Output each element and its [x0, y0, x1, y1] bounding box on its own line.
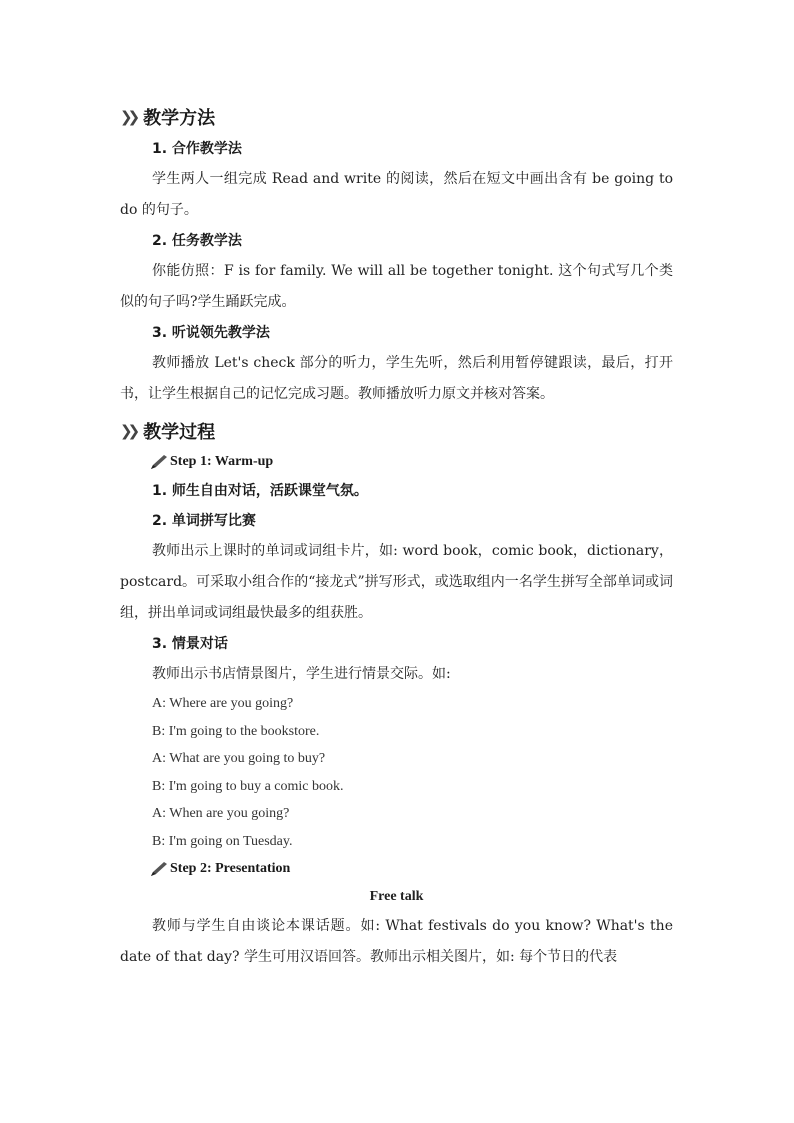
step-2-heading: [120, 855, 673, 883]
method-2-title: 2. 任务教学法: [152, 233, 242, 249]
dialogue: [120, 690, 673, 855]
step-label: Step 2: Presentation: [170, 861, 291, 876]
pen-icon: [150, 454, 168, 470]
method-1-title: 1. 合作教学法: [152, 141, 242, 157]
step1-item-2-title: 2. 单词拼写比赛: [152, 513, 256, 529]
step2-subtitle: Free talk: [369, 889, 424, 904]
dialogue-line: B: I'm going to buy a comic book.: [152, 778, 344, 794]
step1-item-2-text: 教师出示上课时的单词或词组卡片，如: word book，comic book，dictionary，postcard。可采取小组合作的“接龙式”拼写形式，或选取组内一名学生拼写全部单词或词组，拼出单词或词组最快最多的组获胜。: [120, 543, 673, 621]
section-heading-methods: [120, 100, 673, 134]
dialogue-line: A: What are you going to buy?: [152, 751, 326, 766]
section-title: 教学方法: [143, 108, 216, 129]
dialogue-line: A: Where are you going?: [152, 696, 294, 711]
method-2-text: 你能仿照：F is for family. We will all be together tonight. 这个句式写几个类似的句子吗?学生踊跃完成。: [120, 263, 673, 310]
step-1-heading: [120, 448, 673, 476]
method-1-text: 学生两人一组完成 Read and write 的阅读，然后在短文中画出含有 be going to do 的句子。: [120, 171, 673, 218]
section-title: 教学过程: [143, 422, 216, 443]
pen-icon: [150, 861, 168, 877]
step1-item-1: 1. 师生自由对话，活跃课堂气氛。: [152, 483, 368, 499]
step-label: Step 1: Warm-up: [170, 454, 274, 469]
document-content: [120, 96, 673, 973]
double-chevron-icon: ❯❯: [120, 422, 136, 440]
step2-text: 教师与学生自由谈论本课话题。如: What festivals do you know? What's the date of that day? 学生可用汉语回答。教师出示相关图片，如: 每个节日的代表: [120, 918, 673, 965]
step1-item-3-title: 3. 情景对话: [152, 636, 228, 652]
step1-item-3-text: 教师出示书店情景图片，学生进行情景交际。如:: [152, 666, 451, 682]
dialogue-line: B: I'm going to the bookstore.: [152, 723, 320, 739]
dialogue-line: A: When are you going?: [152, 806, 290, 821]
dialogue-line: B: I'm going on Tuesday.: [152, 833, 293, 849]
double-chevron-icon: ❯❯: [120, 108, 136, 126]
section-heading-process: [120, 414, 673, 448]
method-3-title: 3. 听说领先教学法: [152, 325, 270, 341]
method-3-text: 教师播放 Let's check 部分的听力，学生先听，然后利用暂停键跟读，最后，打开书，让学生根据自己的记忆完成习题。教师播放听力原文并核对答案。: [120, 355, 673, 402]
